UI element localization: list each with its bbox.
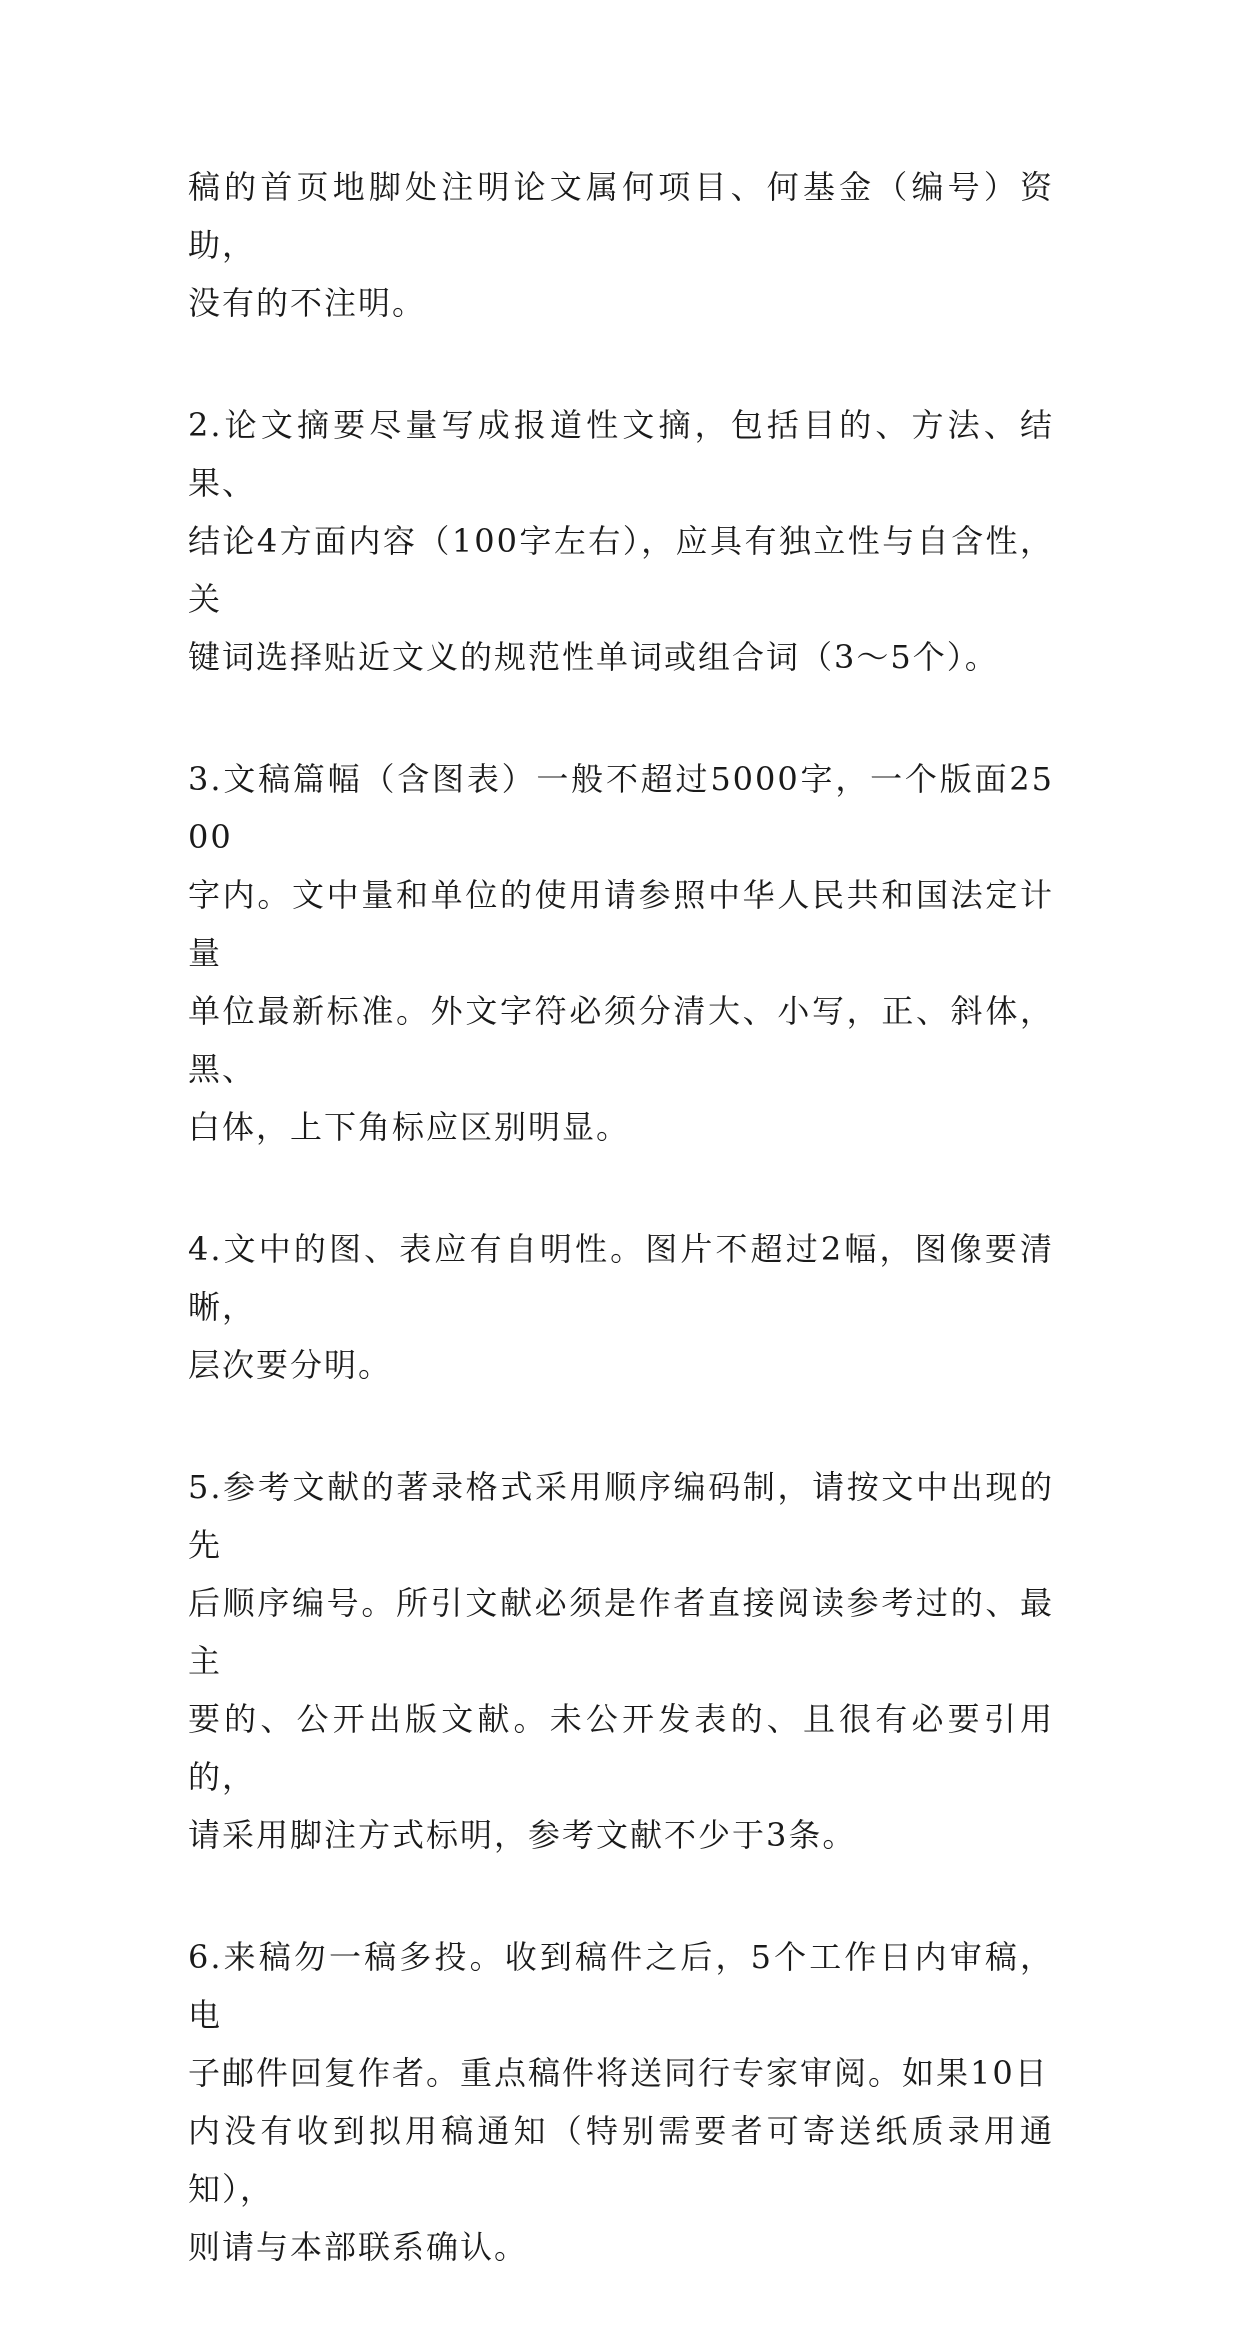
paragraph-reference-rules: 5.参考文献的著录格式采用顺序编码制，请按文中出现的先 后顺序编号。所引文献必须是作者直接阅读参考过的、最主 要的、公开出版文献。未公开发表的、且很有必要引用的， 请采用脚注方式标明，参考文献不少于3条。 bbox=[188, 1468, 1054, 1854]
paragraph-funding-note: 稿的首页地脚处注明论文属何项目、何基金（编号）资助， 没有的不注明。 bbox=[188, 168, 1054, 322]
paragraph-figure-rules: 4.文中的图、表应有自明性。图片不超过2幅，图像要清晰， 层次要分明。 bbox=[188, 1230, 1054, 1384]
paragraph-abstract-rules: 2.论文摘要尽量写成报道性文摘，包括目的、方法、结果、 结论4方面内容（100字左右），应具有独立性与自含性，关 键词选择贴近文义的规范性单词或组合词（3～5个）。 bbox=[188, 406, 1054, 676]
paragraph-submission-rules: 6.来稿勿一稿多投。收到稿件之后，5个工作日内审稿，电 子邮件回复作者。重点稿件将送同行专家审阅。如果10日 内没有收到拟用稿通知（特别需要者可寄送纸质录用通知）， 则请与本部联系确认。 bbox=[188, 1938, 1054, 2266]
document-body bbox=[188, 158, 1054, 2340]
paragraph-length-rules: 3.文稿篇幅（含图表）一般不超过5000字，一个版面2500 字内。文中量和单位的使用请参照中华人民共和国法定计量 单位最新标准。外文字符必须分清大、小写，正、斜体，黑、 白体，上下角标应区别明显。 bbox=[188, 760, 1054, 1146]
